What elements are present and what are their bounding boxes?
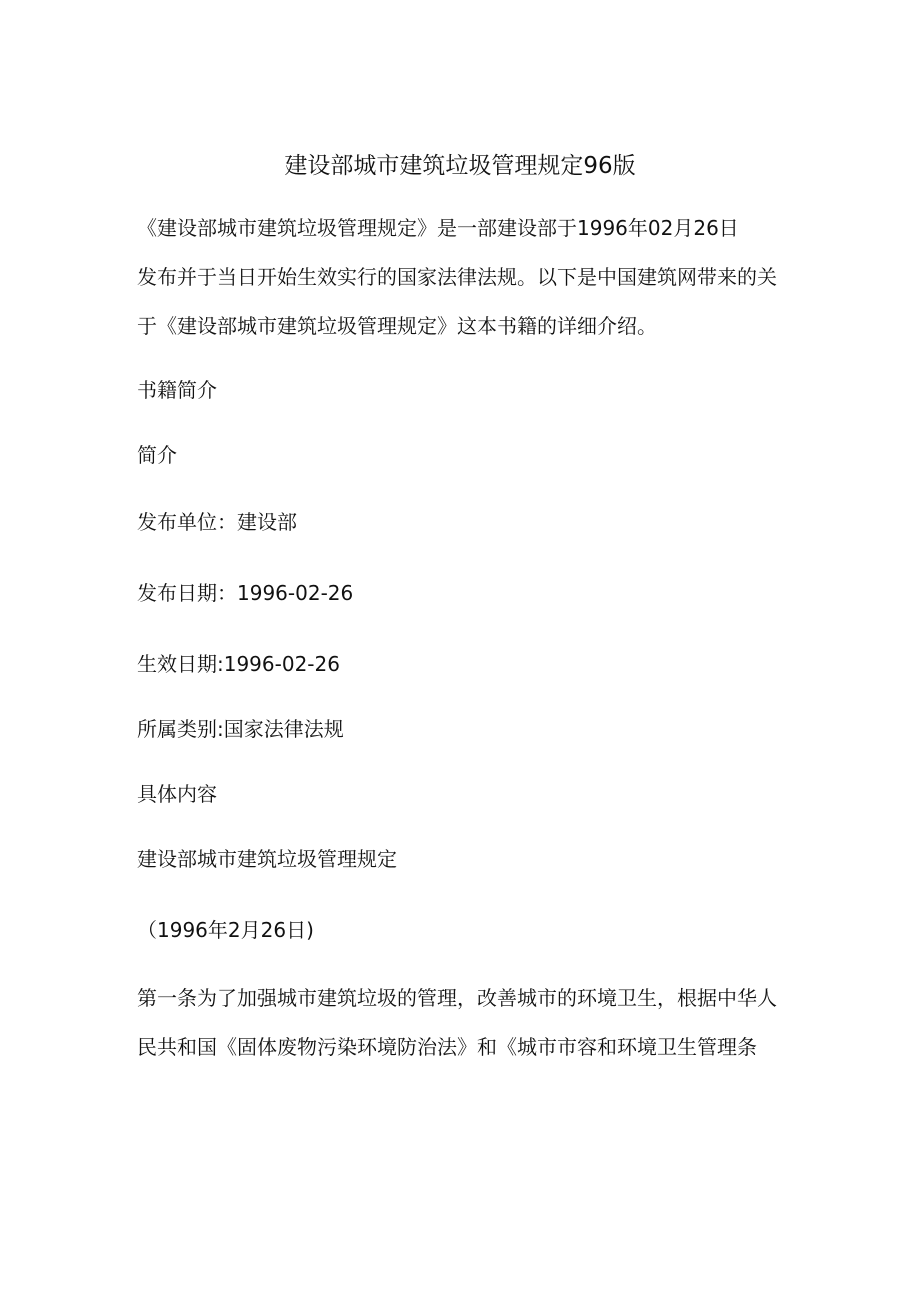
category-line: 所属类别:国家法律法规	[137, 717, 344, 741]
intro-line: 《建设部城市建筑垃圾管理规定》是一部建设部于1996年02月26日	[137, 216, 739, 240]
regulation-date: （1996年2月26日)	[137, 918, 314, 942]
section-heading-brief: 简介	[137, 443, 177, 467]
section-heading-book-intro: 书籍简介	[137, 378, 217, 402]
document-title: 建设部城市建筑垃圾管理规定96版	[284, 153, 636, 179]
effective-date-line: 生效日期:1996-02-26	[137, 652, 340, 676]
section-heading-content: 具体内容	[137, 782, 217, 806]
intro-line: 于《建设部城市建筑垃圾管理规定》这本书籍的详细介绍。	[137, 314, 657, 338]
publisher-line: 发布单位：建设部	[137, 510, 297, 534]
article-line: 第一条为了加强城市建筑垃圾的管理，改善城市的环境卫生，根据中华人	[137, 986, 777, 1010]
article-line: 民共和国《固体废物污染环境防治法》和《城市市容和环境卫生管理条	[137, 1035, 757, 1059]
intro-line: 发布并于当日开始生效实行的国家法律法规。以下是中国建筑网带来的关	[137, 265, 777, 289]
article-1-paragraph	[137, 980, 797, 1078]
regulation-title: 建设部城市建筑垃圾管理规定	[137, 847, 397, 871]
publish-date-line: 发布日期：1996-02-26	[137, 581, 354, 605]
intro-paragraph	[137, 210, 787, 357]
